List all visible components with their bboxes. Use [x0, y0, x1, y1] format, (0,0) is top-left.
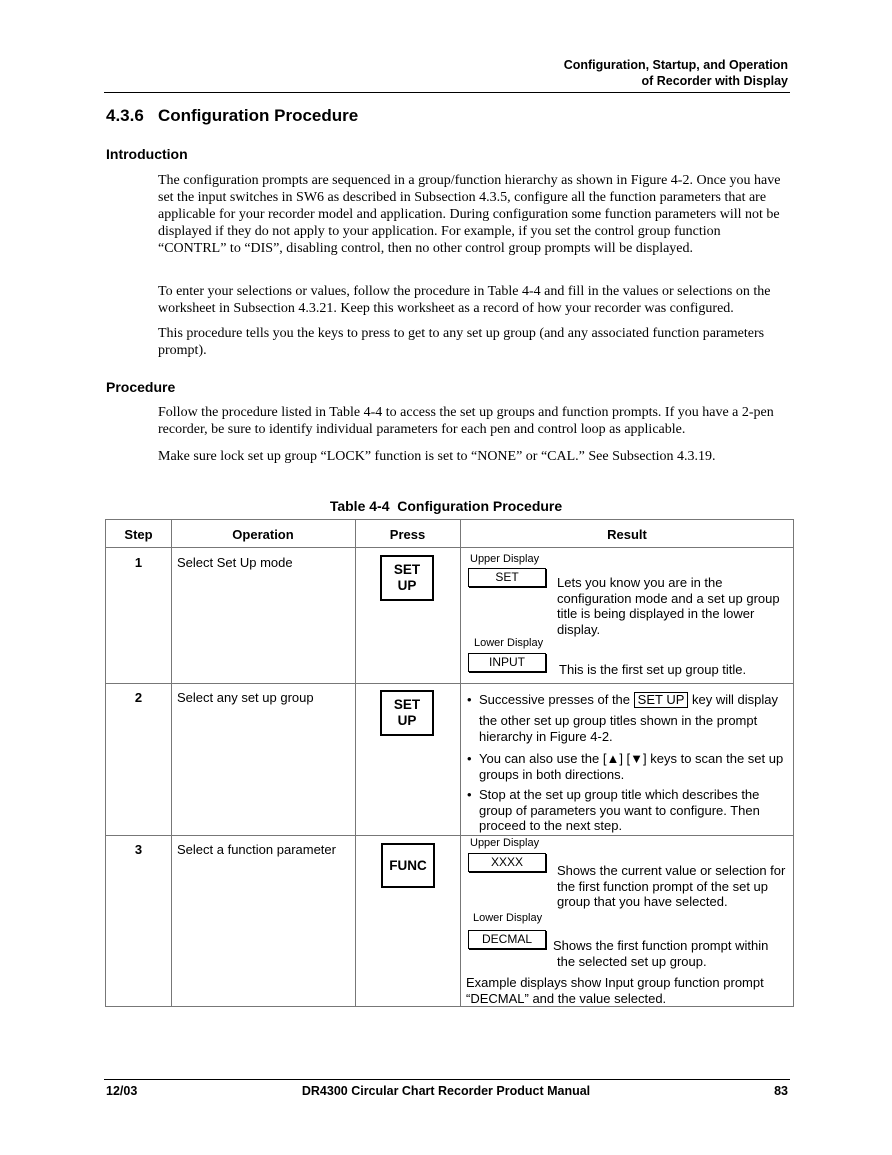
- header-rule: [104, 92, 790, 93]
- column-divider: [171, 520, 172, 1006]
- lower-display-box: INPUT: [468, 653, 546, 672]
- configuration-procedure-table: [105, 519, 794, 1007]
- operation-text: Select Set Up mode: [177, 555, 293, 570]
- upper-display-box: XXXX: [468, 853, 546, 872]
- upper-display-description: Lets you know you are in the configuration mode and a set up group title is being displayed in the lower display.: [557, 575, 780, 637]
- set-up-key: [380, 555, 434, 601]
- key-label-line-1: SET: [393, 562, 421, 577]
- lower-display-label: Lower Display: [473, 912, 543, 924]
- footer-title: DR4300 Circular Chart Recorder Product Manual: [301, 1084, 591, 1098]
- upper-display-box: SET: [468, 568, 546, 587]
- introduction-heading: Introduction: [106, 146, 188, 162]
- bullet-dot: •: [467, 751, 472, 766]
- bullet-dot: •: [467, 787, 472, 802]
- key-label-line-2: UP: [397, 578, 417, 593]
- column-divider: [460, 520, 461, 1006]
- lower-display-description: This is the first set up group title.: [559, 662, 747, 677]
- column-divider: [355, 520, 356, 1006]
- row-divider: [106, 683, 793, 684]
- set-up-key: [380, 690, 434, 736]
- column-header-result: Result: [607, 527, 647, 542]
- introduction-paragraph-1: The configuration prompts are sequenced in a group/function hierarchy as shown in Figure 4-2. Once you have set the input switches in SW6 as described in Subsection 4.3.5, configure all the function parameters that are applicable for your recorder model and application. During configuration some function parameters will not be displayed if they do not apply to your application. For example, if you set the control group function “CONTRL” to “DIS”, disabling control, then no other control group prompts will be displayed.: [158, 173, 781, 256]
- table-caption: Table 4-4 Configuration Procedure: [329, 498, 563, 514]
- footer-date: 12/03: [106, 1084, 138, 1098]
- step-number: 3: [134, 842, 143, 857]
- lower-display-description-line-1: Shows the first function prompt within: [553, 938, 769, 953]
- bullet-1-text-start: Successive presses of the: [479, 692, 631, 707]
- example-note: Example displays show Input group function prompt “DECMAL” and the value selected.: [466, 975, 764, 1006]
- lower-display-description-line-2: the selected set up group.: [557, 954, 707, 969]
- upper-display-label: Upper Display: [470, 837, 540, 849]
- page-number: 83: [774, 1084, 788, 1098]
- bullet-3-text: Stop at the set up group title which describes the group of parameters you want to configure. Then proceed to the next step.: [479, 787, 760, 833]
- running-header-line-1: Configuration, Startup, and Operation: [563, 58, 788, 72]
- upper-display-label: Upper Display: [470, 553, 540, 565]
- key-label-line-2: UP: [397, 713, 417, 728]
- result-bullet-3: [467, 787, 789, 834]
- procedure-paragraph-2: Make sure lock set up group “LOCK” function is set to “NONE” or “CAL.” See Subsection 4.3.19.: [158, 449, 716, 464]
- header-row-divider: [106, 547, 793, 548]
- result-bullet-1-continuation: the other set up group titles shown in the prompt hierarchy in Figure 4-2.: [479, 713, 758, 744]
- bullet-2-text: You can also use the [▲] [▼] keys to scan the set up groups in both directions.: [479, 751, 784, 782]
- bullet-dot: •: [467, 692, 472, 707]
- set-up-key-inline: SET UP: [634, 692, 689, 708]
- running-header-line-2: of Recorder with Display: [641, 74, 788, 88]
- procedure-paragraph-1: Follow the procedure listed in Table 4-4 to access the set up groups and function prompts. If you have a 2-pen recorder, be sure to identify individual parameters for each pen and control loop as applicable.: [158, 405, 774, 437]
- procedure-heading: Procedure: [106, 379, 176, 395]
- key-label: FUNC: [389, 857, 427, 873]
- func-key: [381, 843, 435, 888]
- row-divider: [106, 835, 793, 836]
- lower-display-label: Lower Display: [474, 637, 544, 649]
- section-title: 4.3.6 Configuration Procedure: [106, 106, 359, 125]
- operation-text: Select any set up group: [177, 690, 314, 705]
- bullet-1-text-end: key will display: [692, 692, 778, 707]
- footer-rule: [104, 1079, 790, 1080]
- column-header-step: Step: [124, 527, 153, 542]
- key-label-line-1: SET: [393, 697, 421, 712]
- column-header-operation: Operation: [232, 527, 294, 542]
- result-bullet-2: [467, 751, 789, 782]
- operation-text: Select a function parameter: [177, 842, 336, 857]
- result-bullet-1: [467, 692, 789, 708]
- introduction-paragraph-2: To enter your selections or values, follow the procedure in Table 4-4 and fill in the values or selections on the worksheet in Subsection 4.3.21. Keep this worksheet as a record of how your recorder was configured.: [158, 284, 771, 316]
- step-number: 2: [134, 690, 143, 705]
- upper-display-description: Shows the current value or selection for the first function prompt of the set up group that you have selected.: [557, 863, 786, 909]
- step-number: 1: [134, 555, 143, 570]
- lower-display-box: DECMAL: [468, 930, 546, 949]
- column-header-press: Press: [389, 527, 426, 542]
- running-header: [564, 57, 788, 89]
- introduction-paragraph-3: This procedure tells you the keys to press to get to any set up group (and any associated function parameters prompt).: [158, 326, 765, 358]
